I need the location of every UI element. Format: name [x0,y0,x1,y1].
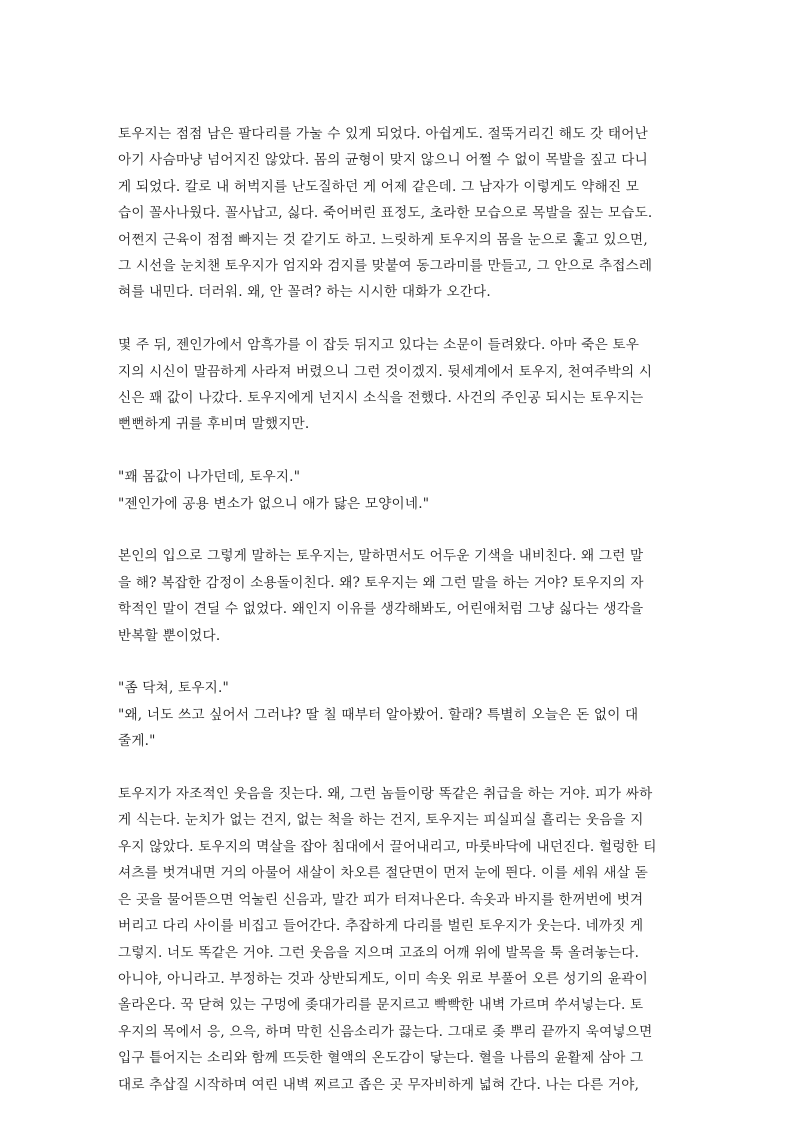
dialogue-line: "좀 닥쳐, 토우지." [118,680,229,697]
paragraph-gap [118,438,684,464]
text-line: 은 곳을 물어뜯으면 억눌린 신음과, 말간 피가 터져나온다. 속옷과 바지를 한꺼번에 벗겨 [118,891,644,908]
text-line: 본인의 입으로 그렇게 말하는 토우지는, 말하면서도 어두운 기색을 내비친다. 왜 그런 말 [118,548,644,565]
text-line: 아기 사슴마냥 넘어지진 않았다. 몸의 균형이 맞지 않으니 어쩔 수 없이 목발을 짚고 다니 [118,152,648,169]
text-line: 올라온다. 꾹 닫혀 있는 구멍에 좆대가리를 문지르고 빡빡한 내벽 가르며 쑤셔넣는다. 토 [118,997,644,1014]
text-line: 혀를 내민다. 더러워. 왜, 안 꼴려? 하는 시시한 대화가 오간다. [118,284,491,301]
text-line: 버리고 다리 사이를 비집고 들어간다. 추잡하게 다리를 벌린 토우지가 웃는다. 네까짓 게 [118,918,644,935]
text-line: 아니야, 아니라고. 부정하는 것과 상반되게도, 이미 속옷 위로 부풀어 오른 성기의 윤곽이 [118,970,648,987]
text-line: 셔츠를 벗겨내면 거의 아물어 새살이 차오른 절단면이 먼저 눈에 띈다. 이를 세워 새살 돋 [118,865,648,882]
text-line: 신은 꽤 값이 나갔다. 토우지에게 넌지시 소식을 전했다. 사건의 주인공 되시는 토우지는 [118,390,644,407]
text-line: 습이 꼴사나웠다. 꼴사납고, 싫다. 죽어버린 표정도, 초라한 모습으로 목발을 짚는 모습도. [118,205,653,222]
text-line: 대로 추삽질 시작하며 여린 내벽 찌르고 좁은 곳 무자비하게 넓혀 간다. 나는 다른 거야, [118,1076,640,1093]
text-line: 게 식는다. 눈치가 없는 건지, 없는 척을 하는 건지, 토우지는 피실피실 흘리는 웃음을 지 [118,812,644,829]
paragraph-1 [118,121,684,306]
text-line: 반복할 뿐이었다. [118,627,221,644]
paragraph-2 [118,332,684,438]
paragraph-4 [118,781,684,1098]
dialogue-line: 줄게." [118,733,156,750]
paragraph-gap [118,517,684,543]
text-line: 우지의 목에서 응, 으윽, 하며 막힌 신음소리가 끓는다. 그대로 좆 뿌리 끝까지 욱여넣으면 [118,1023,653,1040]
paragraph-gap [118,306,684,332]
document-body [118,121,684,1098]
paragraph-gap [118,755,684,781]
text-line: 지의 시신이 말끔하게 사라져 버렸으니 그런 것이겠지. 뒷세계에서 토우지, 천여주박의 시 [118,363,653,380]
dialogue-line: "젠인가에 공용 변소가 없으니 애가 닳은 모양이네." [118,495,430,512]
text-line: 입구 틑어지는 소리와 함께 뜨듯한 혈액의 온도감이 닿는다. 혈을 나름의 윤활제 삼아 그 [118,1050,644,1067]
text-line: 그 시선을 눈치챈 토우지가 엄지와 검지를 맞붙여 동그라미를 만들고, 그 안으로 추접스레 [118,258,653,275]
text-line: 게 되었다. 칼로 내 허벅지를 난도질하던 게 어제 같은데. 그 남자가 이렇게도 약해진 모 [118,178,640,195]
text-line: 뻔뻔하게 귀를 후비며 말했지만. [118,416,310,433]
text-line: 토우지는 점점 남은 팔다리를 가눌 수 있게 되었다. 아쉽게도. 절뚝거리긴 해도 갓 태어난 [118,126,648,142]
text-line: 어쩐지 근육이 점점 빠지는 것 같기도 하고. 느릿하게 토우지의 몸을 눈으로 훑고 있으면, [118,231,648,248]
text-line: 학적인 말이 견딜 수 없었다. 왜인지 이유를 생각해봐도, 어린애처럼 그냥 싫다는 생각을 [118,601,644,618]
text-line: 그렇지. 너도 똑같은 거야. 그런 웃음을 지으며 고죠의 어깨 위에 발목을 툭 올려놓는다. [118,944,640,961]
dialogue-line: "왜, 너도 쓰고 싶어서 그러냐? 딸 칠 때부터 알아봤어. 할래? 특별히 오늘은 돈 없이 대 [118,706,639,723]
text-line: 을 해? 복잡한 감정이 소용돌이친다. 왜? 토우지는 왜 그런 말을 하는 거야? 토우지의 자 [118,574,644,591]
text-line: 토우지가 자조적인 웃음을 짓는다. 왜, 그런 놈들이랑 똑같은 취급을 하는 거야. 피가 싸하 [118,786,653,803]
dialogue-1 [118,464,684,517]
text-line: 우지 않았다. 토우지의 멱살을 잡아 침대에서 끌어내리고, 마룻바닥에 내던진다. 헐렁한 티 [118,838,657,855]
paragraph-gap [118,649,684,675]
dialogue-line: "꽤 몸값이 나가던데, 토우지." [118,469,301,486]
text-line: 몇 주 뒤, 젠인가에서 암흑가를 이 잡듯 뒤지고 있다는 소문이 들려왔다. 아마 죽은 토우 [118,337,640,354]
paragraph-3 [118,543,684,649]
dialogue-2 [118,675,684,754]
